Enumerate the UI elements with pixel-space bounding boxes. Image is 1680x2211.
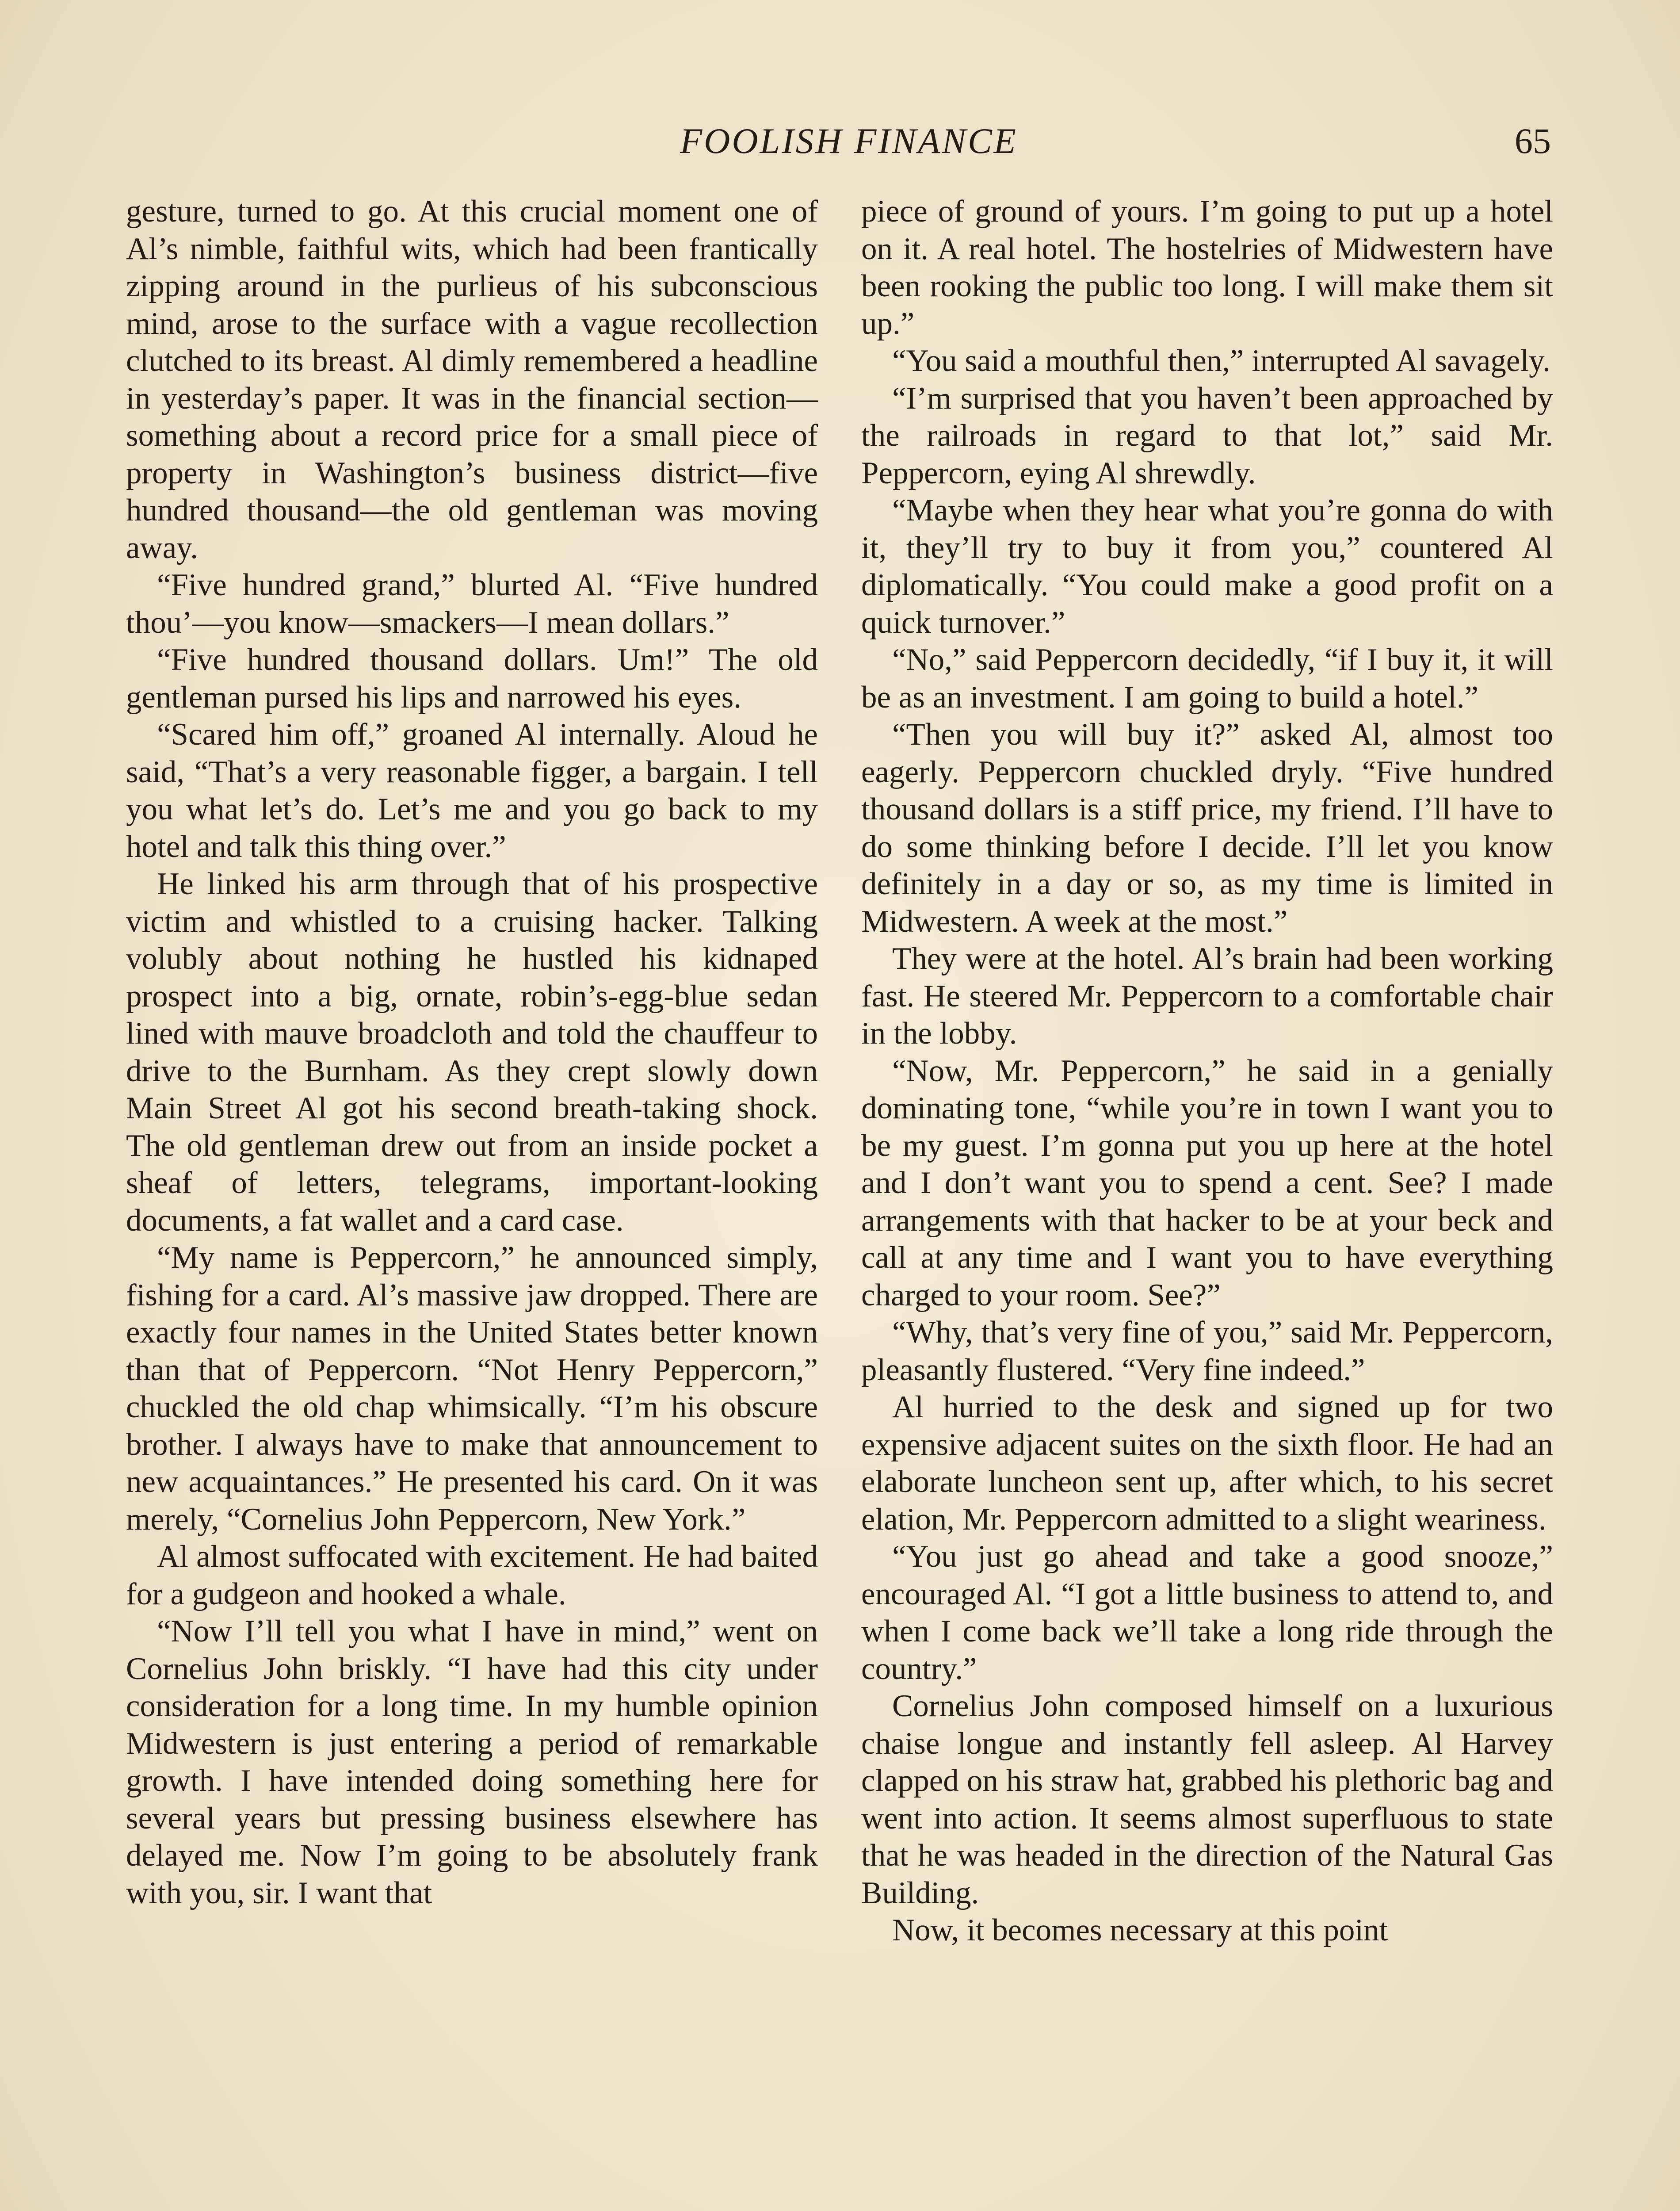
paragraph: Al hurried to the desk and signed up for two expensive adjacent suites on the sixth floor. He had an elaborate luncheon sent up, after which, to his secret elation, Mr. Peppercorn admitted to a slight weariness. (861, 1390, 1553, 1537)
paragraph: “Five hundred thousand dollars. Um!” The old gentleman pursed his lips and narrowed his eyes. (126, 643, 818, 715)
paragraph: Cornelius John composed himself on a luxurious chaise longue and instantly fell asleep. Al Harvey clapped on his straw hat, grabbed his plethoric bag and went into action. It seems almost superfluous to state that he was headed in the direction of the Natural Gas Building. (861, 1689, 1553, 1910)
page-number: 65 (1515, 121, 1551, 161)
paragraph: “Why, that’s very fine of you,” said Mr. Peppercorn, pleasantly flustered. “Very fine indeed.” (861, 1315, 1553, 1387)
paragraph: He linked his arm through that of his prospective victim and whistled to a cruising hacker. Talking volubly about nothing he hustled his kidnaped prospect into a big, ornate, robin’s-egg-blue sedan lined with mauve broadcloth and told the chauffeur to drive to the Burnham. As they crept slowly down Main Street Al got his second breath-taking shock. The old gentleman drew out from an inside pocket a sheaf of letters, telegrams, important-looking documents, a fat wallet and a card case. (126, 867, 818, 1238)
paragraph: “Now, Mr. Peppercorn,” he said in a genially dominating tone, “while you’re in town I want you to be my guest. I’m gonna put you up here at the hotel and I don’t want you to spend a cent. See? I made arrangements with that hacker to be at your beck and call at any time and I want you to have everything charged to your room. See?” (861, 1053, 1553, 1312)
paragraph: piece of ground of yours. I’m going to put up a hotel on it. A real hotel. The hostelries of Midwestern have been rooking the public too long. I will make them sit up.” (861, 194, 1553, 341)
paragraph: “Now I’ll tell you what I have in mind,” went on Cornelius John briskly. “I have had this city under consideration for a long time. In my humble opinion Midwestern is just entering a period of remarkable growth. I have intended doing something here for several years but pressing business elsewhere has delayed me. Now I’m going to be absolutely frank with you, sir. I want that (126, 1614, 818, 1910)
left-column (126, 193, 818, 1912)
paragraph: “You said a mouthful then,” interrupted Al savagely. (892, 344, 1550, 378)
paragraph: “No,” said Peppercorn decidedly, “if I buy it, it will be as an investment. I am going to build a hotel.” (861, 643, 1553, 715)
paragraph: “I’m surprised that you haven’t been approached by the railroads in regard to that lot,” said Mr. Peppercorn, eying Al shrewdly. (861, 381, 1553, 490)
paragraph: Al almost suffocated with excitement. He had baited for a gudgeon and hooked a whale. (126, 1539, 818, 1611)
paragraph: They were at the hotel. Al’s brain had been working fast. He steered Mr. Peppercorn to a comfortable chair in the lobby. (861, 941, 1553, 1051)
paragraph: “You just go ahead and take a good snooze,” encouraged Al. “I got a little business to attend to, and when I come back we’ll take a long ride through the country.” (861, 1539, 1553, 1686)
paragraph: “Then you will buy it?” asked Al, almost too eagerly. Peppercorn chuckled dryly. “Five hundred thousand dollars is a stiff price, my friend. I’ll have to do some thinking before I decide. I’ll let you know definitely in a day or so, as my time is limited in Midwestern. A week at the most.” (861, 717, 1553, 939)
paragraph: Now, it becomes necessary at this point (892, 1913, 1388, 1947)
right-column (861, 193, 1553, 1949)
paragraph: “Five hundred grand,” blurted Al. “Five hundred thou’—you know—smackers—I mean dollars.” (126, 568, 818, 640)
paragraph: “My name is Peppercorn,” he announced simply, fishing for a card. Al’s massive jaw dropped. There are exactly four names in the United States better known than that of Peppercorn. “Not Henry Peppercorn,” chuckled the old chap whimsically. “I’m his obscure brother. I always have to make that announcement to new acquaintances.” He presented his card. On it was merely, “Cornelius John Peppercorn, New York.” (126, 1240, 818, 1537)
paragraph: gesture, turned to go. At this crucial moment one of Al’s nimble, faithful wits, which had been frantically zipping around in the purlieus of his subconscious mind, arose to the surface with a vague recollection clutched to its breast. Al dimly remembered a headline in yesterday’s paper. It was in the financial section—something about a record price for a small piece of property in Washington’s business district—five hundred thousand—the old gentleman was moving away. (126, 194, 818, 565)
paragraph: “Maybe when they hear what you’re gonna do with it, they’ll try to buy it from you,” countered Al diplomatically. “You could make a good profit on a quick turnover.” (861, 493, 1553, 640)
running-head: FOOLISH FINANCE (680, 121, 1018, 161)
paragraph: “Scared him off,” groaned Al internally. Aloud he said, “That’s a very reasonable figger, a bargain. I tell you what let’s do. Let’s me and you go back to my hotel and talk this thing over.” (126, 717, 818, 864)
